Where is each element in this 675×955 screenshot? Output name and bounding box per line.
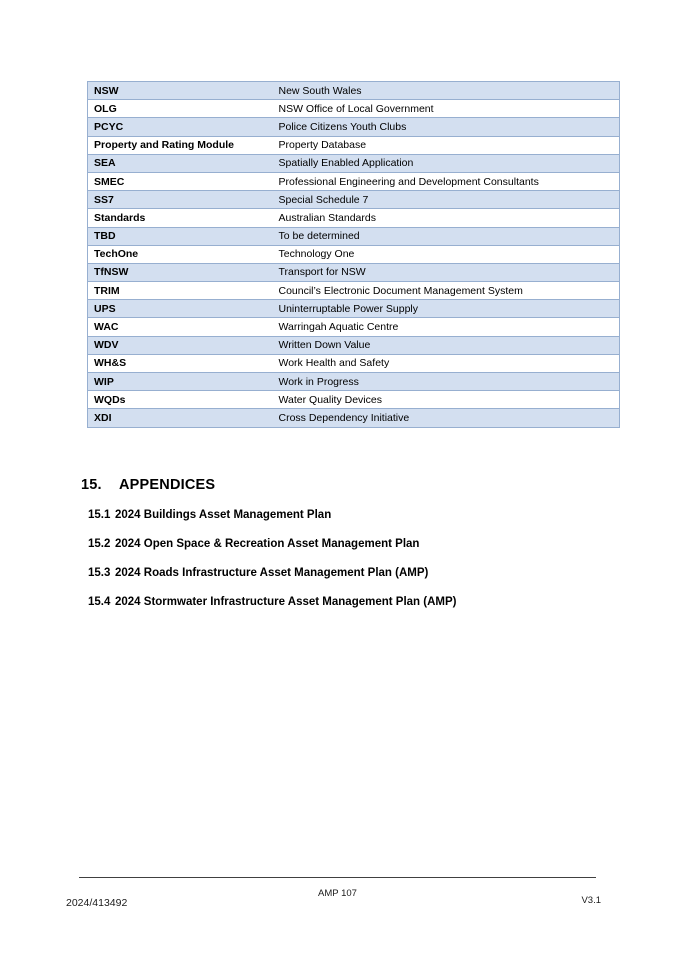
appendices-section (81, 477, 621, 609)
meaning-cell: Professional Engineering and Development Consultants (273, 172, 620, 190)
abbreviation-cell: WQDs (88, 391, 273, 409)
table-row (88, 263, 620, 281)
footer-document-number: 2024/413492 (66, 897, 128, 909)
appendix-item (88, 538, 621, 551)
meaning-cell: Cross Dependency Initiative (273, 409, 620, 427)
abbreviation-cell: TRIM (88, 282, 273, 300)
abbreviation-cell: PCYC (88, 118, 273, 136)
abbreviation-cell: SS7 (88, 191, 273, 209)
section-heading (81, 477, 621, 494)
appendix-number: 15.4 (88, 596, 111, 608)
abbreviation-cell: SEA (88, 154, 273, 172)
section-title: APPENDICES (119, 477, 216, 493)
abbreviation-cell: NSW (94, 84, 119, 97)
meaning-cell: Technology One (273, 245, 620, 263)
appendix-number: 15.2 (88, 538, 111, 550)
table-row (88, 154, 620, 172)
table-row (88, 336, 620, 354)
appendix-label: 2024 Open Space & Recreation Asset Management Plan (115, 538, 420, 550)
table-row (88, 245, 620, 263)
table-row (88, 172, 620, 190)
meaning-cell: Written Down Value (273, 336, 620, 354)
abbreviation-cell: WH&S (88, 354, 273, 372)
abbreviations-table-body (88, 82, 620, 428)
abbreviation-cell: UPS (88, 300, 273, 318)
meaning-cell: Spatially Enabled Application (273, 154, 620, 172)
section-number: 15. (81, 477, 102, 493)
table-row (88, 282, 620, 300)
footer-version: V3.1 (581, 895, 601, 906)
abbreviation-cell: Standards (88, 209, 273, 227)
table-row (88, 373, 620, 391)
abbreviation-cell: WAC (88, 318, 273, 336)
meaning-cell: Police Citizens Youth Clubs (273, 118, 620, 136)
abbreviation-cell: WIP (88, 373, 273, 391)
meaning-cell: Australian Standards (273, 209, 620, 227)
table-row (88, 227, 620, 245)
appendix-label: 2024 Roads Infrastructure Asset Management Plan (AMP) (115, 567, 429, 579)
meaning-cell: Special Schedule 7 (273, 191, 620, 209)
meaning-cell: Property Database (273, 136, 620, 154)
meaning-cell: Work in Progress (273, 373, 620, 391)
appendix-label: 2024 Stormwater Infrastructure Asset Management Plan (AMP) (115, 596, 457, 608)
appendix-label: 2024 Buildings Asset Management Plan (115, 509, 332, 521)
footer-divider (79, 877, 596, 878)
abbreviation-cell: TBD (88, 227, 273, 245)
meaning-cell: Council’s Electronic Document Management System (273, 282, 620, 300)
meaning-cell: Uninterruptable Power Supply (273, 300, 620, 318)
table-row (88, 391, 620, 409)
abbreviation-cell: OLG (88, 100, 273, 118)
abbreviation-cell: Property and Rating Module (88, 136, 273, 154)
appendix-list (88, 509, 621, 609)
table-row (88, 354, 620, 372)
abbreviation-cell: SMEC (88, 172, 273, 190)
appendix-item (88, 567, 621, 580)
table-row (88, 136, 620, 154)
abbreviation-cell: TfNSW (88, 263, 273, 281)
table-row (88, 100, 620, 118)
meaning-cell: Water Quality Devices (273, 391, 620, 409)
table-row (88, 318, 620, 336)
abbreviation-cell: TechOne (88, 245, 273, 263)
meaning-cell: Warringah Aquatic Centre (273, 318, 620, 336)
meaning-cell: Work Health and Safety (273, 354, 620, 372)
footer-page-number: AMP 107 (318, 888, 357, 899)
abbreviation-cell: XDI (88, 409, 273, 427)
meaning-cell: Transport for NSW (273, 263, 620, 281)
appendix-item (88, 596, 621, 609)
appendix-number: 15.3 (88, 567, 111, 579)
meaning-cell: New South Wales (278, 84, 362, 97)
table-row (88, 409, 620, 427)
meaning-cell: NSW Office of Local Government (273, 100, 620, 118)
appendix-number: 15.1 (88, 509, 111, 521)
table-row (88, 118, 620, 136)
appendix-item (88, 509, 621, 522)
abbreviation-cell: WDV (88, 336, 273, 354)
abbreviations-table (87, 81, 620, 428)
table-row (88, 209, 620, 227)
table-row (88, 82, 620, 100)
table-row (88, 300, 620, 318)
meaning-cell: To be determined (273, 227, 620, 245)
table-row (88, 191, 620, 209)
